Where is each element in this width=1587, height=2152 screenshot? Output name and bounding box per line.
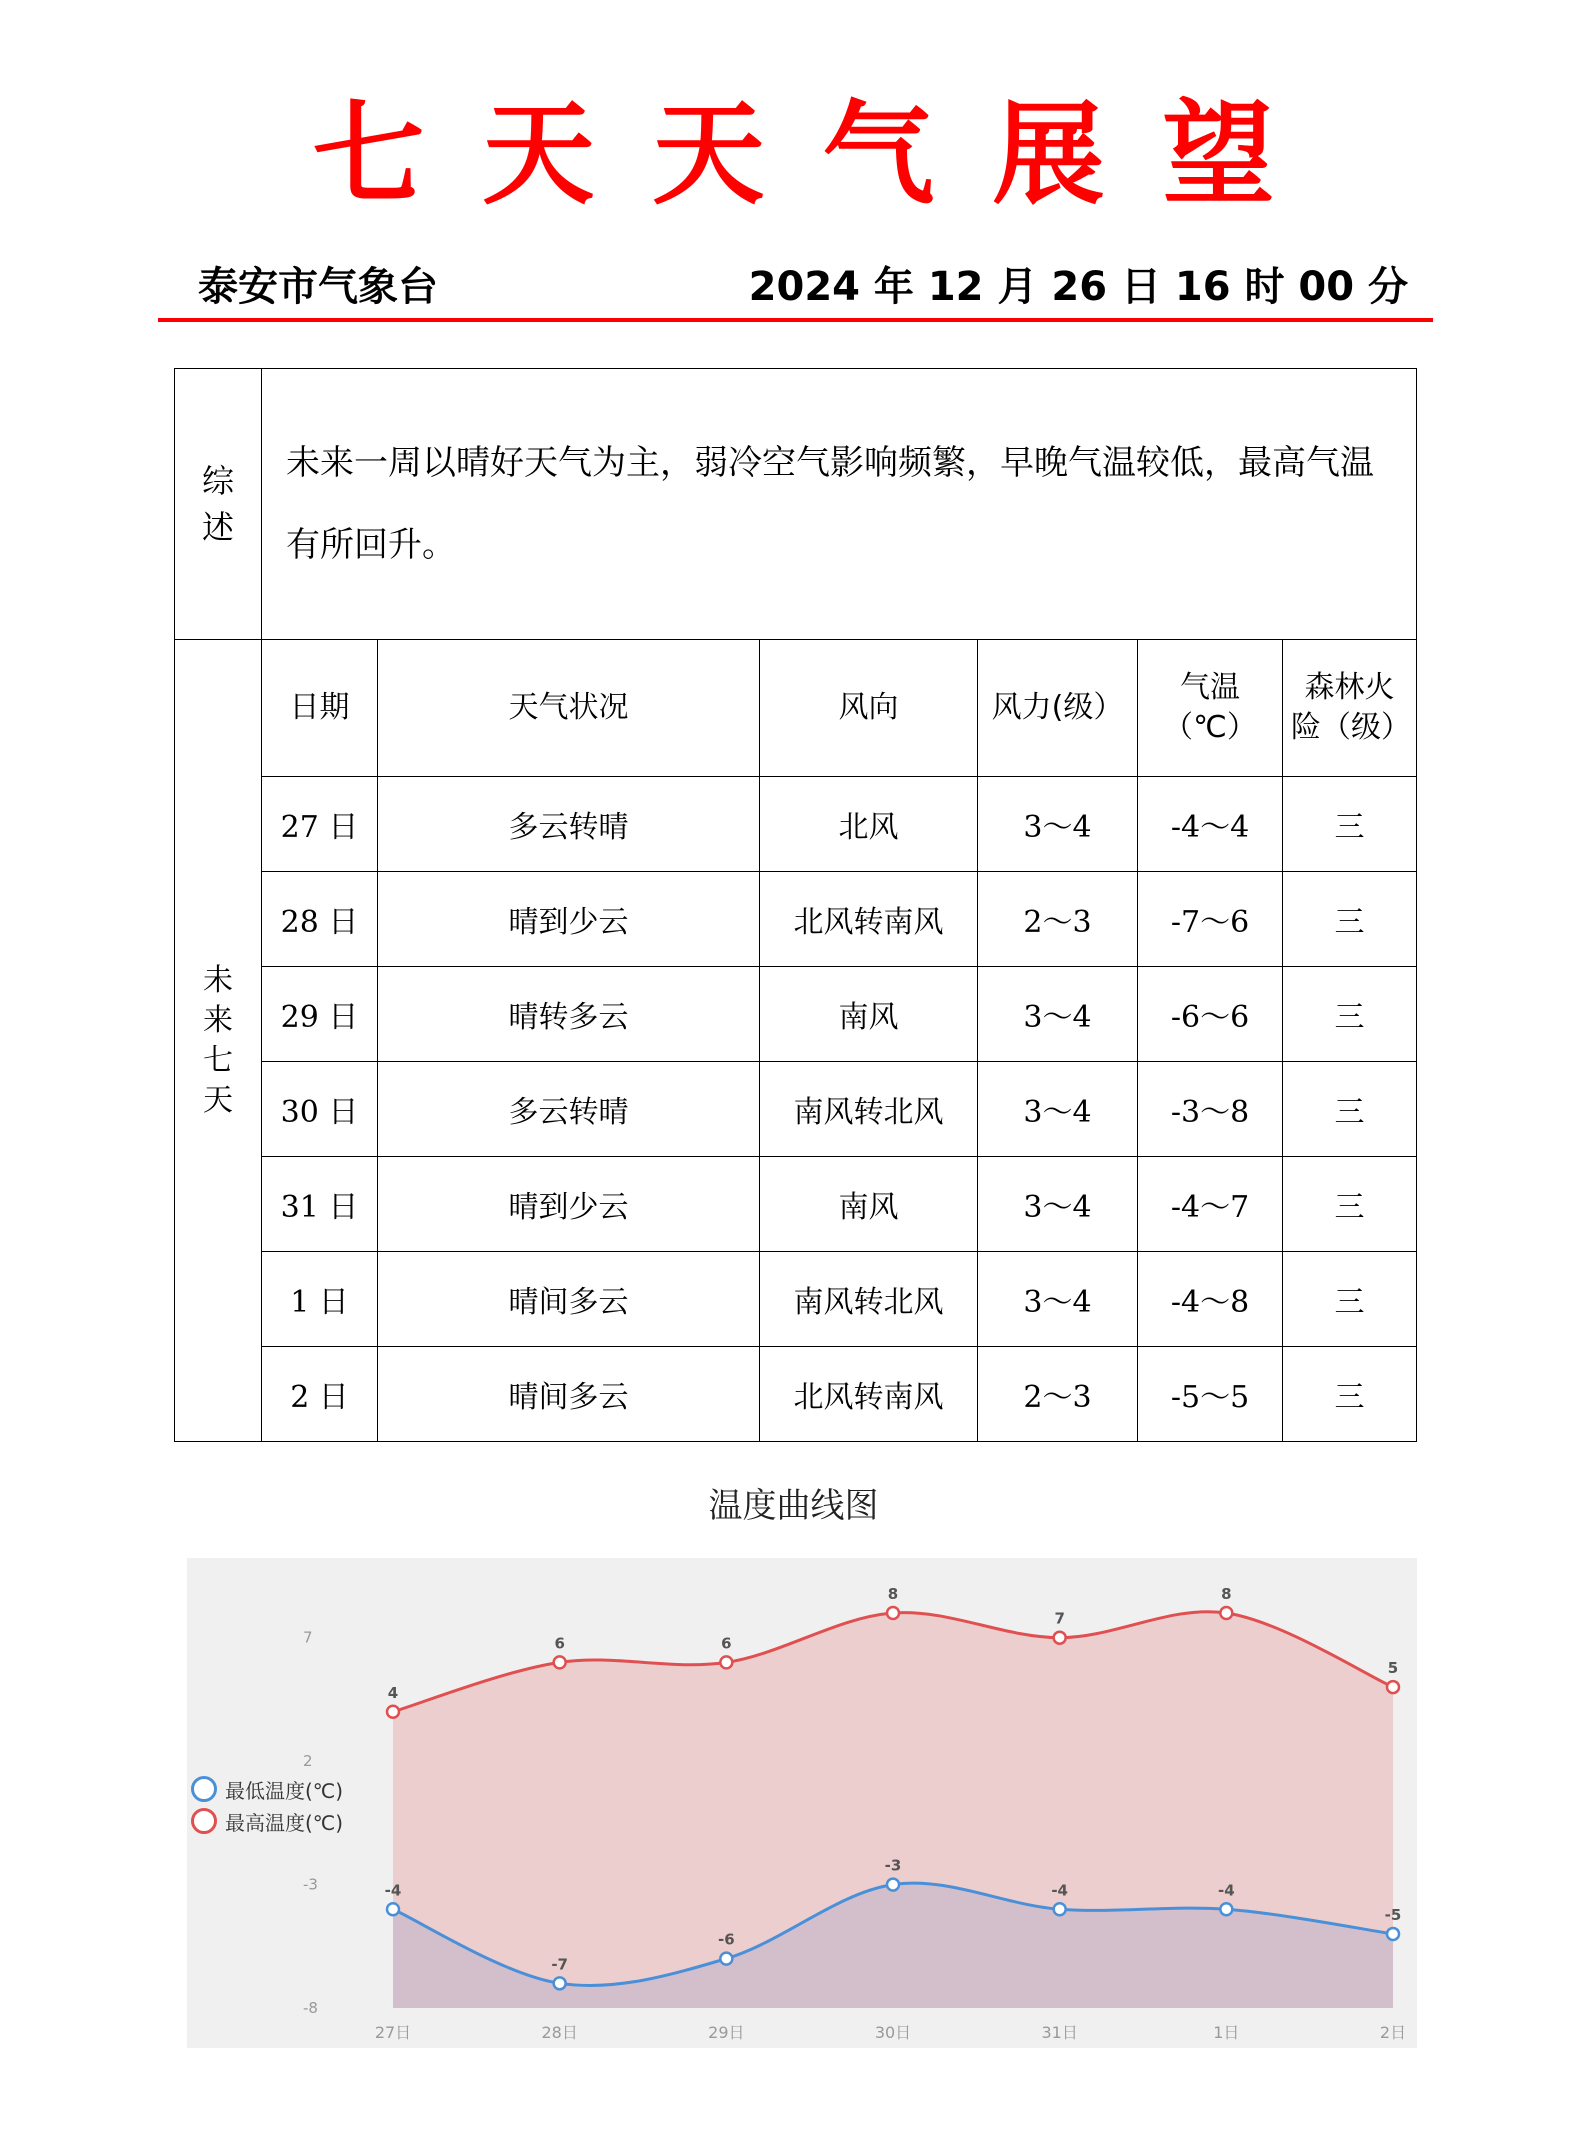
x-tick-label: 1日 — [1213, 2023, 1240, 2042]
cell-weather: 晴到少云 — [378, 872, 760, 967]
cell-weather: 多云转晴 — [378, 777, 760, 872]
data-label-max: 6 — [554, 1634, 565, 1653]
point-min — [887, 1879, 899, 1891]
cell-wind-dir: 北风转南风 — [760, 872, 978, 967]
cell-temp: -6～6 — [1138, 967, 1283, 1062]
table-row — [175, 872, 1417, 967]
point-min — [1387, 1928, 1399, 1940]
cell-temp: -7～6 — [1138, 872, 1283, 967]
cell-wind-force: 2～3 — [978, 872, 1138, 967]
y-tick-label: 7 — [303, 1628, 313, 1647]
page-title: 七天天气展望 — [312, 89, 1333, 220]
point-max — [1220, 1607, 1232, 1619]
header-row — [158, 255, 1408, 315]
data-label-min: -3 — [884, 1856, 902, 1875]
col-header-fire-risk: 森林火险（级） — [1283, 640, 1417, 777]
issue-datetime: 2024 年 12 月 26 日 16 时 00 分 — [748, 264, 1408, 310]
table-row — [175, 1062, 1417, 1157]
cell-temp: -5～5 — [1138, 1347, 1283, 1442]
cell-date: 1 日 — [262, 1252, 378, 1347]
data-label-max: 7 — [1054, 1609, 1065, 1628]
temperature-chart-svg — [187, 1558, 1417, 2048]
x-tick-label: 30日 — [874, 2023, 912, 2042]
chart-legend[interactable] — [191, 1773, 343, 1837]
point-min — [554, 1977, 566, 1989]
cell-date: 30 日 — [262, 1062, 378, 1157]
point-min — [720, 1953, 732, 1965]
cell-weather: 多云转晴 — [378, 1062, 760, 1157]
table-row — [175, 967, 1417, 1062]
cell-date: 2 日 — [262, 1347, 378, 1442]
legend-label-max: 最高温度(℃) — [225, 1810, 344, 1835]
point-max — [720, 1656, 732, 1668]
data-label-max: 5 — [1387, 1659, 1399, 1678]
y-tick-label: -3 — [303, 1875, 318, 1894]
cell-temp: -4～4 — [1138, 777, 1283, 872]
cell-date: 29 日 — [262, 967, 378, 1062]
table-row — [175, 1157, 1417, 1252]
legend-item-min[interactable] — [191, 1773, 343, 1805]
point-max — [387, 1706, 399, 1718]
col-header-weather: 天气状况 — [378, 640, 760, 777]
cell-wind-dir: 南风转北风 — [760, 1062, 978, 1157]
cell-date: 27 日 — [262, 777, 378, 872]
y-tick-label: -8 — [303, 1999, 318, 2017]
summary-text: 未来一周以晴好天气为主，弱冷空气影响频繁，早晚气温较低，最高气温有所回升。 — [262, 369, 1417, 640]
forecast-label: 未来七天 — [175, 640, 262, 1442]
cell-weather: 晴转多云 — [378, 967, 760, 1062]
y-tick-label: 2 — [303, 1752, 313, 1771]
summary-label: 综述 — [175, 369, 262, 640]
x-tick-label: 31日 — [1041, 2023, 1078, 2042]
data-label-max: 8 — [1221, 1585, 1232, 1603]
cell-fire-risk: 三 — [1283, 1252, 1417, 1347]
cell-wind-force: 2～3 — [978, 1347, 1138, 1442]
cell-wind-dir: 南风 — [760, 967, 978, 1062]
point-max — [554, 1656, 566, 1668]
cell-weather: 晴间多云 — [378, 1252, 760, 1347]
x-tick-label: 28日 — [541, 2023, 578, 2042]
cell-wind-force: 3～4 — [978, 1157, 1138, 1252]
point-min — [1054, 1903, 1066, 1915]
cell-fire-risk: 三 — [1283, 777, 1417, 872]
cell-temp: -3～8 — [1138, 1062, 1283, 1157]
cell-wind-force: 3～4 — [978, 777, 1138, 872]
cell-wind-force: 3～4 — [978, 1062, 1138, 1157]
temperature-chart — [187, 1558, 1417, 2048]
x-tick-label: 27日 — [374, 2023, 412, 2042]
data-label-max: 8 — [887, 1585, 899, 1603]
cell-wind-dir: 北风转南风 — [760, 1347, 978, 1442]
data-label-min: -4 — [384, 1881, 402, 1900]
legend-item-max[interactable] — [191, 1805, 343, 1837]
cell-wind-dir: 北风 — [760, 777, 978, 872]
point-min — [1220, 1903, 1232, 1915]
data-label-max: 4 — [387, 1683, 399, 1702]
point-max — [887, 1607, 899, 1619]
data-label-min: -5 — [1384, 1905, 1402, 1924]
header-divider — [158, 318, 1433, 322]
point-max — [1387, 1681, 1399, 1693]
cell-fire-risk: 三 — [1283, 1157, 1417, 1252]
table-row — [175, 777, 1417, 872]
cell-fire-risk: 三 — [1283, 872, 1417, 967]
data-label-max: 6 — [721, 1634, 732, 1653]
cell-wind-dir: 南风 — [760, 1157, 978, 1252]
legend-label-min: 最低温度(℃) — [225, 1778, 344, 1803]
cell-date: 31 日 — [262, 1157, 378, 1252]
point-min — [387, 1903, 399, 1915]
cell-wind-force: 3～4 — [978, 1252, 1138, 1347]
cell-weather: 晴到少云 — [378, 1157, 760, 1252]
table-row — [175, 1252, 1417, 1347]
cell-fire-risk: 三 — [1283, 1062, 1417, 1157]
cell-temp: -4～7 — [1138, 1157, 1283, 1252]
cell-fire-risk: 三 — [1283, 1347, 1417, 1442]
col-header-temp: 气温（℃） — [1138, 640, 1283, 777]
forecast-table — [174, 368, 1417, 1442]
x-tick-label: 2日 — [1379, 2023, 1407, 2042]
col-header-wind-force: 风力(级） — [978, 640, 1138, 777]
cell-wind-force: 3～4 — [978, 967, 1138, 1062]
data-label-min: -6 — [717, 1930, 735, 1949]
legend-marker-max — [191, 1808, 217, 1834]
data-label-min: -4 — [1051, 1881, 1069, 1900]
point-max — [1054, 1632, 1066, 1644]
legend-marker-min — [191, 1776, 217, 1802]
data-label-min: -7 — [551, 1955, 569, 1974]
cell-fire-risk: 三 — [1283, 967, 1417, 1062]
col-header-wind-dir: 风向 — [760, 640, 978, 777]
cell-date: 28 日 — [262, 872, 378, 967]
cell-wind-dir: 南风转北风 — [760, 1252, 978, 1347]
issuing-org: 泰安市气象台 — [198, 264, 438, 310]
x-tick-label: 29日 — [708, 2023, 745, 2042]
cell-temp: -4～8 — [1138, 1252, 1283, 1347]
chart-caption: 温度曲线图 — [708, 1486, 879, 1526]
data-label-min: -4 — [1217, 1881, 1235, 1900]
table-row — [175, 1347, 1417, 1442]
cell-weather: 晴间多云 — [378, 1347, 760, 1442]
col-header-date: 日期 — [262, 640, 378, 777]
